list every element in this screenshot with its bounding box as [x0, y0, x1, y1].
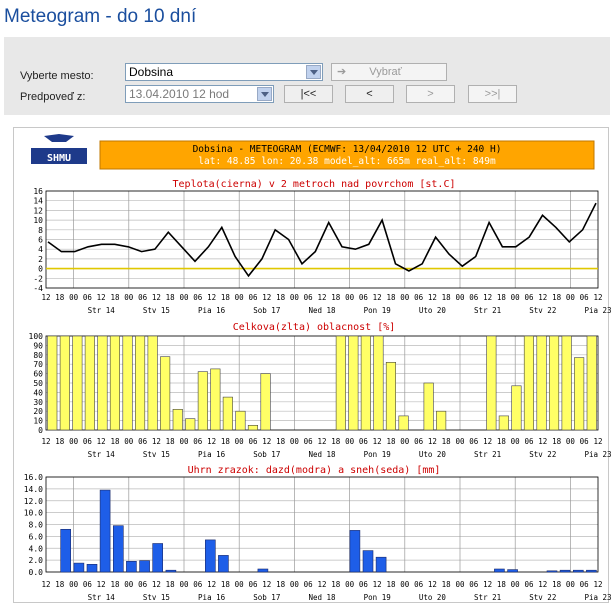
day-label: Pon 19	[363, 450, 391, 459]
y-tick-label: 2.0	[28, 556, 43, 566]
y-tick-label: -2	[33, 274, 43, 284]
meteogram-frame	[13, 127, 612, 603]
hour-tick-label: 06	[303, 437, 313, 446]
day-label: Pia 23	[584, 593, 612, 602]
hour-tick-label: 00	[455, 437, 465, 446]
hour-tick-label: 06	[193, 437, 203, 446]
day-label: Stv 22	[529, 450, 557, 459]
hour-tick-label: 06	[358, 580, 368, 589]
hour-tick-label: 12	[207, 580, 217, 589]
hour-tick-label: 00	[69, 293, 79, 302]
hour-tick-label: 12	[41, 580, 51, 589]
y-tick-label: 20	[33, 407, 43, 417]
hour-tick-label: 06	[82, 437, 92, 446]
y-tick-label: 40	[33, 388, 43, 398]
y-tick-label: 10	[33, 416, 43, 426]
hour-tick-label: 06	[414, 293, 424, 302]
cloud-bar	[261, 374, 271, 430]
hour-tick-label: 06	[358, 437, 368, 446]
y-tick-label: 6.0	[28, 532, 43, 542]
cloud-bar	[248, 425, 258, 430]
hour-tick-label: 12	[593, 437, 603, 446]
precip-bar	[113, 526, 123, 572]
cloud-bar	[587, 336, 597, 430]
forecast-select[interactable]	[125, 85, 274, 103]
cloud-bar	[236, 411, 246, 430]
hour-tick-label: 00	[565, 293, 575, 302]
day-label: Pon 19	[363, 593, 391, 602]
hour-tick-label: 00	[565, 437, 575, 446]
precip-bar	[494, 569, 504, 572]
hour-tick-label: 18	[496, 437, 506, 446]
precipitation-title: Uhrn zrazok: dazd(modra) a sneh(seda) [mm]	[187, 465, 441, 476]
hour-tick-label: 12	[483, 437, 493, 446]
hour-tick-label: 12	[41, 293, 51, 302]
y-tick-label: 50	[33, 379, 43, 388]
cloud-bar	[73, 336, 83, 430]
hour-tick-label: 12	[427, 293, 437, 302]
precip-bar	[350, 530, 360, 572]
hour-tick-label: 12	[96, 580, 106, 589]
y-tick-label: 2	[38, 254, 43, 264]
cloud-bar	[349, 336, 359, 430]
cloud-bar	[186, 419, 196, 430]
hour-tick-label: 12	[151, 580, 161, 589]
hour-tick-label: 12	[593, 580, 603, 589]
y-tick-label: 12	[33, 206, 43, 216]
hour-tick-label: 00	[345, 437, 355, 446]
city-select-value: Dobsina	[129, 65, 174, 79]
header-line-2: lat: 48.85 lon: 20.38 model_alt: 665m real_alt: 849m	[198, 156, 496, 167]
hour-tick-label: 18	[552, 580, 562, 589]
hour-tick-label: 00	[179, 580, 189, 589]
hour-tick-label: 06	[193, 580, 203, 589]
day-label: Str 21	[474, 306, 502, 315]
hour-tick-label: 00	[345, 293, 355, 302]
hour-tick-label: 18	[386, 580, 396, 589]
hour-tick-label: 00	[345, 580, 355, 589]
hour-tick-label: 12	[593, 293, 603, 302]
precip-bar	[258, 569, 268, 572]
hour-tick-label: 18	[55, 293, 65, 302]
hour-tick-label: 06	[524, 437, 534, 446]
y-tick-label: 30	[33, 397, 43, 407]
hour-tick-label: 00	[455, 580, 465, 589]
cloud-bar	[48, 336, 58, 430]
hour-tick-label: 00	[289, 437, 299, 446]
day-label: Stv 15	[142, 306, 170, 315]
cloud-bar	[512, 386, 522, 430]
hour-tick-label: 12	[207, 437, 217, 446]
y-tick-label: 100	[28, 332, 43, 341]
precip-bar	[218, 555, 228, 572]
selection-panel	[4, 37, 610, 115]
hour-tick-label: 06	[469, 293, 479, 302]
hour-tick-label: 18	[165, 437, 175, 446]
hour-tick-label: 00	[179, 293, 189, 302]
city-select[interactable]	[125, 63, 323, 81]
hour-tick-label: 12	[151, 293, 161, 302]
hour-tick-label: 06	[138, 437, 148, 446]
hour-tick-label: 06	[579, 580, 589, 589]
hour-tick-label: 12	[372, 580, 382, 589]
y-tick-label: 10	[33, 216, 43, 226]
day-label: Str 21	[474, 450, 502, 459]
hour-tick-label: 12	[483, 293, 493, 302]
precipitation-plot	[24, 473, 612, 602]
cloud-bar	[85, 336, 95, 430]
cloud-bar	[574, 358, 584, 430]
hour-tick-label: 18	[220, 580, 230, 589]
temperature-plot	[33, 187, 611, 315]
hour-tick-label: 18	[276, 580, 286, 589]
y-tick-label: 90	[33, 341, 43, 351]
cloud-bar	[336, 336, 346, 430]
hour-tick-label: 18	[276, 437, 286, 446]
select-button-label: Vybrať	[369, 66, 402, 78]
precip-bar	[153, 544, 163, 573]
day-label: Str 14	[87, 450, 115, 459]
hour-tick-label: 00	[400, 293, 410, 302]
chevron-down-icon[interactable]	[257, 87, 272, 101]
forecast-label: Predpoveď z:	[20, 91, 86, 103]
hour-tick-label: 12	[538, 293, 548, 302]
hour-tick-label: 06	[303, 580, 313, 589]
cloud-bar	[135, 336, 145, 430]
hour-tick-label: 12	[427, 580, 437, 589]
hour-tick-label: 18	[165, 293, 175, 302]
hour-tick-label: 06	[248, 580, 258, 589]
hour-tick-label: 18	[55, 437, 65, 446]
hour-tick-label: 06	[414, 437, 424, 446]
day-label: Pon 19	[363, 306, 391, 315]
day-label: Uto 20	[418, 450, 446, 459]
cloud-bar	[436, 411, 446, 430]
day-label: Str 14	[87, 593, 115, 602]
hour-tick-label: 06	[82, 293, 92, 302]
hour-tick-label: 12	[151, 437, 161, 446]
day-label: Pia 16	[198, 306, 226, 315]
hour-tick-label: 12	[317, 437, 327, 446]
hour-tick-label: 06	[248, 293, 258, 302]
cloud-bar	[198, 372, 208, 430]
hour-tick-label: 06	[248, 437, 258, 446]
y-tick-label: 80	[33, 350, 43, 360]
precip-bar	[586, 570, 596, 572]
y-tick-label: 4.0	[28, 544, 43, 554]
hour-tick-label: 12	[483, 580, 493, 589]
cloud-bar	[386, 362, 396, 430]
precip-bar	[508, 570, 518, 572]
day-label: Ned 18	[308, 593, 336, 602]
hour-tick-label: 00	[289, 293, 299, 302]
day-label: Pia 23	[584, 306, 612, 315]
hour-tick-label: 12	[317, 580, 327, 589]
y-tick-label: 70	[33, 360, 43, 370]
hour-tick-label: 00	[455, 293, 465, 302]
y-tick-label: 0.0	[28, 568, 43, 577]
day-label: Sob 17	[253, 450, 281, 459]
logo-text: SHMU	[46, 153, 72, 164]
chevron-down-icon[interactable]	[306, 65, 321, 79]
precip-bar	[126, 561, 136, 572]
hour-tick-label: 18	[220, 437, 230, 446]
y-tick-label: 12.0	[23, 496, 43, 506]
next-button[interactable]: >	[406, 85, 455, 103]
day-label: Pia 16	[198, 593, 226, 602]
hour-tick-label: 18	[110, 580, 120, 589]
hour-tick-label: 18	[496, 580, 506, 589]
hour-tick-label: 12	[41, 437, 51, 446]
forecast-select-value: 13.04.2010 12 hod	[129, 87, 230, 101]
hour-tick-label: 00	[69, 580, 79, 589]
precip-bar	[87, 564, 97, 572]
y-tick-label: 4	[38, 245, 43, 255]
hour-tick-label: 06	[358, 293, 368, 302]
precip-bar	[100, 490, 110, 572]
cloud-bar	[374, 336, 384, 430]
cloud-bar	[98, 336, 108, 430]
hour-tick-label: 00	[124, 293, 134, 302]
day-label: Pia 23	[584, 450, 612, 459]
hour-tick-label: 18	[55, 580, 65, 589]
precip-bar	[61, 529, 71, 572]
hour-tick-label: 06	[469, 437, 479, 446]
day-label: Stv 22	[529, 306, 557, 315]
hour-tick-label: 06	[469, 580, 479, 589]
hour-tick-label: 06	[193, 293, 203, 302]
hour-tick-label: 18	[331, 437, 341, 446]
hour-tick-label: 12	[207, 293, 217, 302]
hour-tick-label: 12	[372, 437, 382, 446]
arrow-right-icon: ➔	[337, 66, 347, 78]
cloud-bar	[487, 336, 497, 430]
day-label: Uto 20	[418, 593, 446, 602]
hour-tick-label: 00	[234, 580, 244, 589]
hour-tick-label: 00	[234, 293, 244, 302]
hour-tick-label: 06	[82, 580, 92, 589]
hour-tick-label: 12	[262, 293, 272, 302]
precip-bar	[140, 561, 150, 572]
y-tick-label: 10.0	[23, 508, 43, 518]
hour-tick-label: 00	[124, 437, 134, 446]
cloud-bar	[110, 336, 120, 430]
hour-tick-label: 00	[69, 437, 79, 446]
hour-tick-label: 18	[441, 437, 451, 446]
hour-tick-label: 00	[179, 437, 189, 446]
day-label: Str 14	[87, 306, 115, 315]
hour-tick-label: 12	[96, 293, 106, 302]
hour-tick-label: 00	[289, 580, 299, 589]
y-tick-label: 14	[33, 196, 43, 206]
day-label: Sob 17	[253, 593, 281, 602]
y-tick-label: 60	[33, 369, 43, 379]
y-tick-label: 0	[38, 426, 43, 435]
precip-bar	[376, 557, 386, 572]
select-button[interactable]	[331, 63, 447, 81]
cloud-bar	[223, 397, 233, 430]
hour-tick-label: 06	[524, 580, 534, 589]
header-line-1: Dobsina - METEOGRAM (ECMWF: 13/04/2010 12 UTC + 240 H)	[192, 144, 502, 155]
hour-tick-label: 06	[414, 580, 424, 589]
hour-tick-label: 18	[165, 580, 175, 589]
cloud-bar	[361, 336, 371, 430]
hour-tick-label: 12	[96, 437, 106, 446]
hour-tick-label: 18	[331, 293, 341, 302]
cloud-bar	[399, 416, 409, 430]
city-label: Vyberte mesto:	[20, 70, 94, 82]
precip-bar	[74, 563, 84, 572]
temperature-title: Teplota(cierna) v 2 metroch nad povrchom [st.C]	[172, 179, 456, 190]
y-tick-label: 16.0	[23, 473, 43, 482]
hour-tick-label: 00	[510, 437, 520, 446]
hour-tick-label: 18	[331, 580, 341, 589]
cloudiness-title: Celkova(zlta) oblacnost [%]	[232, 322, 396, 333]
hour-tick-label: 06	[138, 293, 148, 302]
hour-tick-label: 18	[386, 437, 396, 446]
day-label: Stv 15	[142, 593, 170, 602]
precip-bar	[547, 571, 557, 572]
shmu-logo	[31, 134, 87, 164]
hour-tick-label: 06	[138, 580, 148, 589]
day-label: Stv 15	[142, 450, 170, 459]
precip-bar	[205, 540, 215, 572]
hour-tick-label: 00	[510, 293, 520, 302]
y-tick-label: 16	[33, 187, 43, 196]
hour-tick-label: 18	[441, 293, 451, 302]
page-title: Meteogram - do 10 dní	[4, 6, 197, 27]
last-button[interactable]: >>|	[468, 85, 517, 103]
y-tick-label: 6	[38, 235, 43, 245]
cloud-bar	[499, 416, 509, 430]
cloud-bar	[173, 409, 183, 430]
cloud-bar	[562, 336, 572, 430]
day-label: Ned 18	[308, 450, 336, 459]
hour-tick-label: 00	[124, 580, 134, 589]
hour-tick-label: 18	[552, 437, 562, 446]
day-label: Str 21	[474, 593, 502, 602]
hour-tick-label: 00	[234, 437, 244, 446]
cloud-bar	[60, 336, 70, 430]
hour-tick-label: 18	[276, 293, 286, 302]
hour-tick-label: 00	[400, 580, 410, 589]
precip-bar	[560, 570, 570, 572]
hour-tick-label: 12	[538, 437, 548, 446]
cloud-bar	[123, 336, 133, 430]
cloud-bar	[424, 383, 434, 430]
cloud-bar	[148, 336, 158, 430]
hour-tick-label: 06	[524, 293, 534, 302]
hour-tick-label: 12	[538, 580, 548, 589]
prev-button[interactable]: <	[345, 85, 394, 103]
hour-tick-label: 06	[579, 437, 589, 446]
y-tick-label: 14.0	[23, 484, 43, 494]
hour-tick-label: 18	[441, 580, 451, 589]
hour-tick-label: 12	[262, 437, 272, 446]
hour-tick-label: 00	[400, 437, 410, 446]
day-label: Uto 20	[418, 306, 446, 315]
hour-tick-label: 06	[303, 293, 313, 302]
hour-tick-label: 18	[110, 293, 120, 302]
meteogram-chart	[14, 128, 612, 602]
precip-bar	[363, 551, 373, 572]
cloud-bar	[549, 336, 559, 430]
precip-bar	[166, 570, 176, 572]
hour-tick-label: 12	[317, 293, 327, 302]
cloudiness-plot	[29, 332, 612, 459]
cloud-bar	[524, 336, 534, 430]
hour-tick-label: 18	[386, 293, 396, 302]
hour-tick-label: 18	[552, 293, 562, 302]
hour-tick-label: 18	[496, 293, 506, 302]
y-tick-label: 8	[38, 225, 43, 235]
hour-tick-label: 00	[510, 580, 520, 589]
y-tick-label: 8.0	[28, 520, 43, 530]
hour-tick-label: 12	[262, 580, 272, 589]
hour-tick-label: 06	[579, 293, 589, 302]
hour-tick-label: 12	[372, 293, 382, 302]
cloud-bar	[211, 369, 221, 430]
day-label: Ned 18	[308, 306, 336, 315]
cloud-bar	[160, 357, 170, 430]
hour-tick-label: 18	[110, 437, 120, 446]
first-button[interactable]: |<<	[284, 85, 333, 103]
precip-bar	[573, 570, 583, 572]
day-label: Stv 22	[529, 593, 557, 602]
hour-tick-label: 18	[220, 293, 230, 302]
day-label: Pia 16	[198, 450, 226, 459]
hour-tick-label: 00	[565, 580, 575, 589]
y-tick-label: -4	[33, 284, 43, 293]
day-label: Sob 17	[253, 306, 281, 315]
cloud-bar	[537, 336, 547, 430]
hour-tick-label: 12	[427, 437, 437, 446]
y-tick-label: 0	[38, 264, 43, 274]
